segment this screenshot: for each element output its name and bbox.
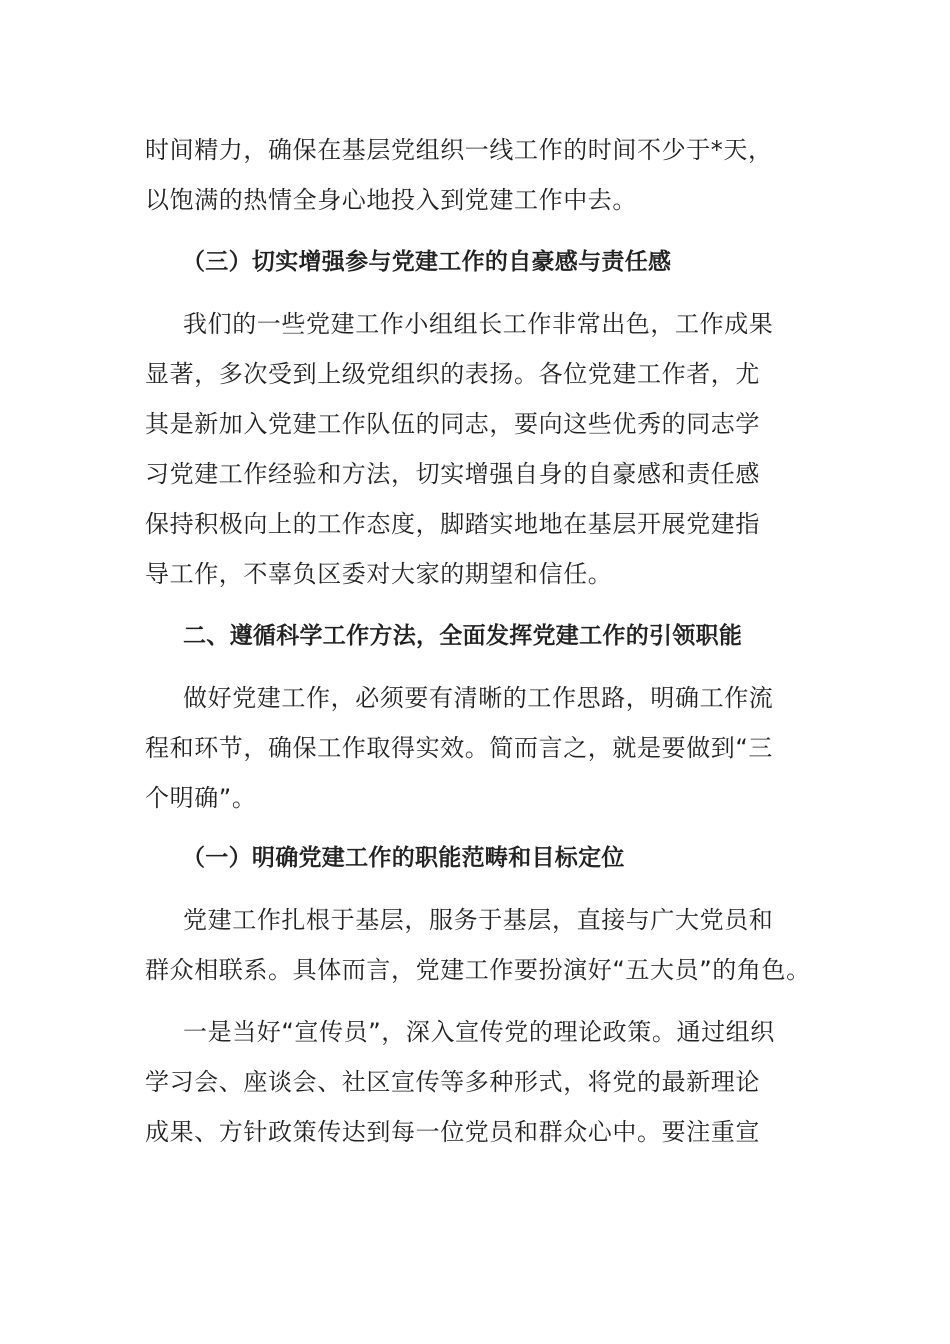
- paragraph-line: 做好党建工作，必须要有清晰的工作思路，明确工作流: [183, 684, 774, 712]
- paragraph-line: 习党建工作经验和方法，切实增强自身的自豪感和责任感: [145, 460, 760, 488]
- paragraph-line: 一是当好“宣传员”，深入宣传党的理论政策。通过组织: [183, 1018, 775, 1046]
- paragraph-line: 个明确”。: [145, 784, 257, 812]
- paragraph-line: 党建工作扎根于基层，服务于基层，直接与广大党员和: [183, 906, 774, 934]
- paragraph-line: 时间精力，确保在基层党组织一线工作的时间不少于*天，: [145, 136, 773, 164]
- paragraph-line: 其是新加入党建工作队伍的同志，要向这些优秀的同志学: [145, 410, 760, 438]
- section-heading: 二、遵循科学工作方法，全面发挥党建工作的引领职能: [183, 623, 743, 649]
- paragraph-line: 显著，多次受到上级党组织的表扬。各位党建工作者，尤: [145, 360, 760, 388]
- paragraph-line: 群众相联系。具体而言，党建工作要扮演好“五大员”的角色。: [145, 956, 811, 984]
- paragraph-line: 导工作，不辜负区委对大家的期望和信任。: [145, 560, 613, 588]
- paragraph-line: 保持积极向上的工作态度，脚踏实地地在基层开展党建指: [145, 510, 760, 538]
- section-subheading: （三）切实增强参与党建工作的自豪感与责任感: [182, 249, 672, 275]
- paragraph-line: 以饱满的热情全身心地投入到党建工作中去。: [145, 186, 637, 214]
- paragraph-line: 学习会、座谈会、社区宣传等多种形式，将党的最新理论: [145, 1068, 760, 1096]
- paragraph-line: 程和环节，确保工作取得实效。简而言之，就是要做到“三: [145, 734, 774, 762]
- paragraph-line: 我们的一些党建工作小组组长工作非常出色，工作成果: [183, 310, 774, 338]
- section-subheading: （一）明确党建工作的职能范畴和目标定位: [182, 845, 625, 871]
- paragraph-line: 成果、方针政策传达到每一位党员和群众心中。要注重宣: [145, 1118, 760, 1146]
